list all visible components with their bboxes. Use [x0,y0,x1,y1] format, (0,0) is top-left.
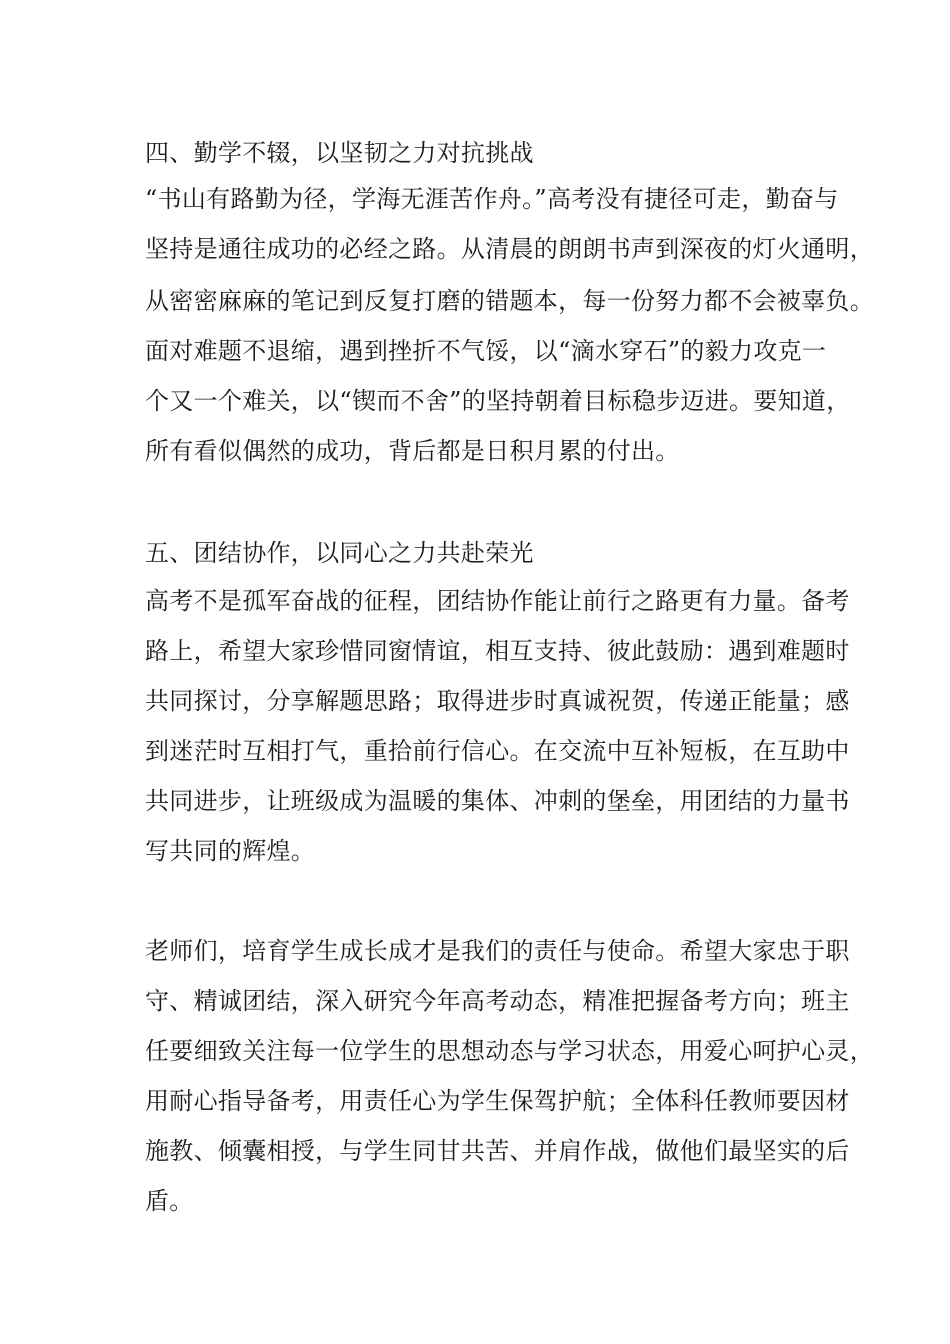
paragraph-line: 从密密麻麻的笔记到反复打磨的错题本，每一份努力都不会被辜负。 [145,287,874,315]
paragraph-line: 写共同的辉煌。 [145,837,316,865]
paragraph-line: 个又一个难关，以“锲而不舍”的坚持朝着目标稳步迈进。要知道， [145,387,851,415]
paragraph-line: 坚持是通往成功的必经之路。从清晨的朗朗书声到深夜的灯火通明， [145,235,874,263]
paragraph-line: 共同探讨，分享解题思路；取得进步时真诚祝贺，传递正能量；感 [145,687,850,715]
paragraph-line: 路上，希望大家珍惜同窗情谊，相互支持、彼此鼓励：遇到难题时 [145,637,850,665]
paragraph-line: 盾。 [145,1187,194,1215]
paragraph-line: 守、精诚团结，深入研究今年高考动态，精准把握备考方向；班主 [145,987,850,1015]
paragraph-line: 共同进步，让班级成为温暖的集体、冲刺的堡垒，用团结的力量书 [145,787,850,815]
paragraph-line: 到迷茫时互相打气，重拾前行信心。在交流中互补短板，在互助中 [145,737,850,765]
paragraph-line: “书山有路勤为径，学海无涯苦作舟。”高考没有捷径可走，勤奋与 [145,185,839,213]
section-heading: 四、勤学不辍，以坚韧之力对抗挑战 [145,139,534,167]
paragraph-line: 施教、倾囊相授，与学生同甘共苦、并肩作战，做他们最坚实的后 [145,1137,850,1165]
paragraph-line: 高考不是孤军奋战的征程，团结协作能让前行之路更有力量。备考 [145,587,850,615]
paragraph-line: 任要细致关注每一位学生的思想动态与学习状态，用爱心呵护心灵， [145,1037,874,1065]
paragraph-line: 所有看似偶然的成功，背后都是日积月累的付出。 [145,437,680,465]
paragraph-line: 面对难题不退缩，遇到挫折不气馁，以“滴水穿石”的毅力攻克一 [145,337,827,365]
paragraph-line: 老师们，培育学生成长成才是我们的责任与使命。希望大家忠于职 [145,937,850,965]
section-heading: 五、团结协作，以同心之力共赴荣光 [145,539,534,567]
paragraph-line: 用耐心指导备考，用责任心为学生保驾护航；全体科任教师要因材 [145,1087,850,1115]
